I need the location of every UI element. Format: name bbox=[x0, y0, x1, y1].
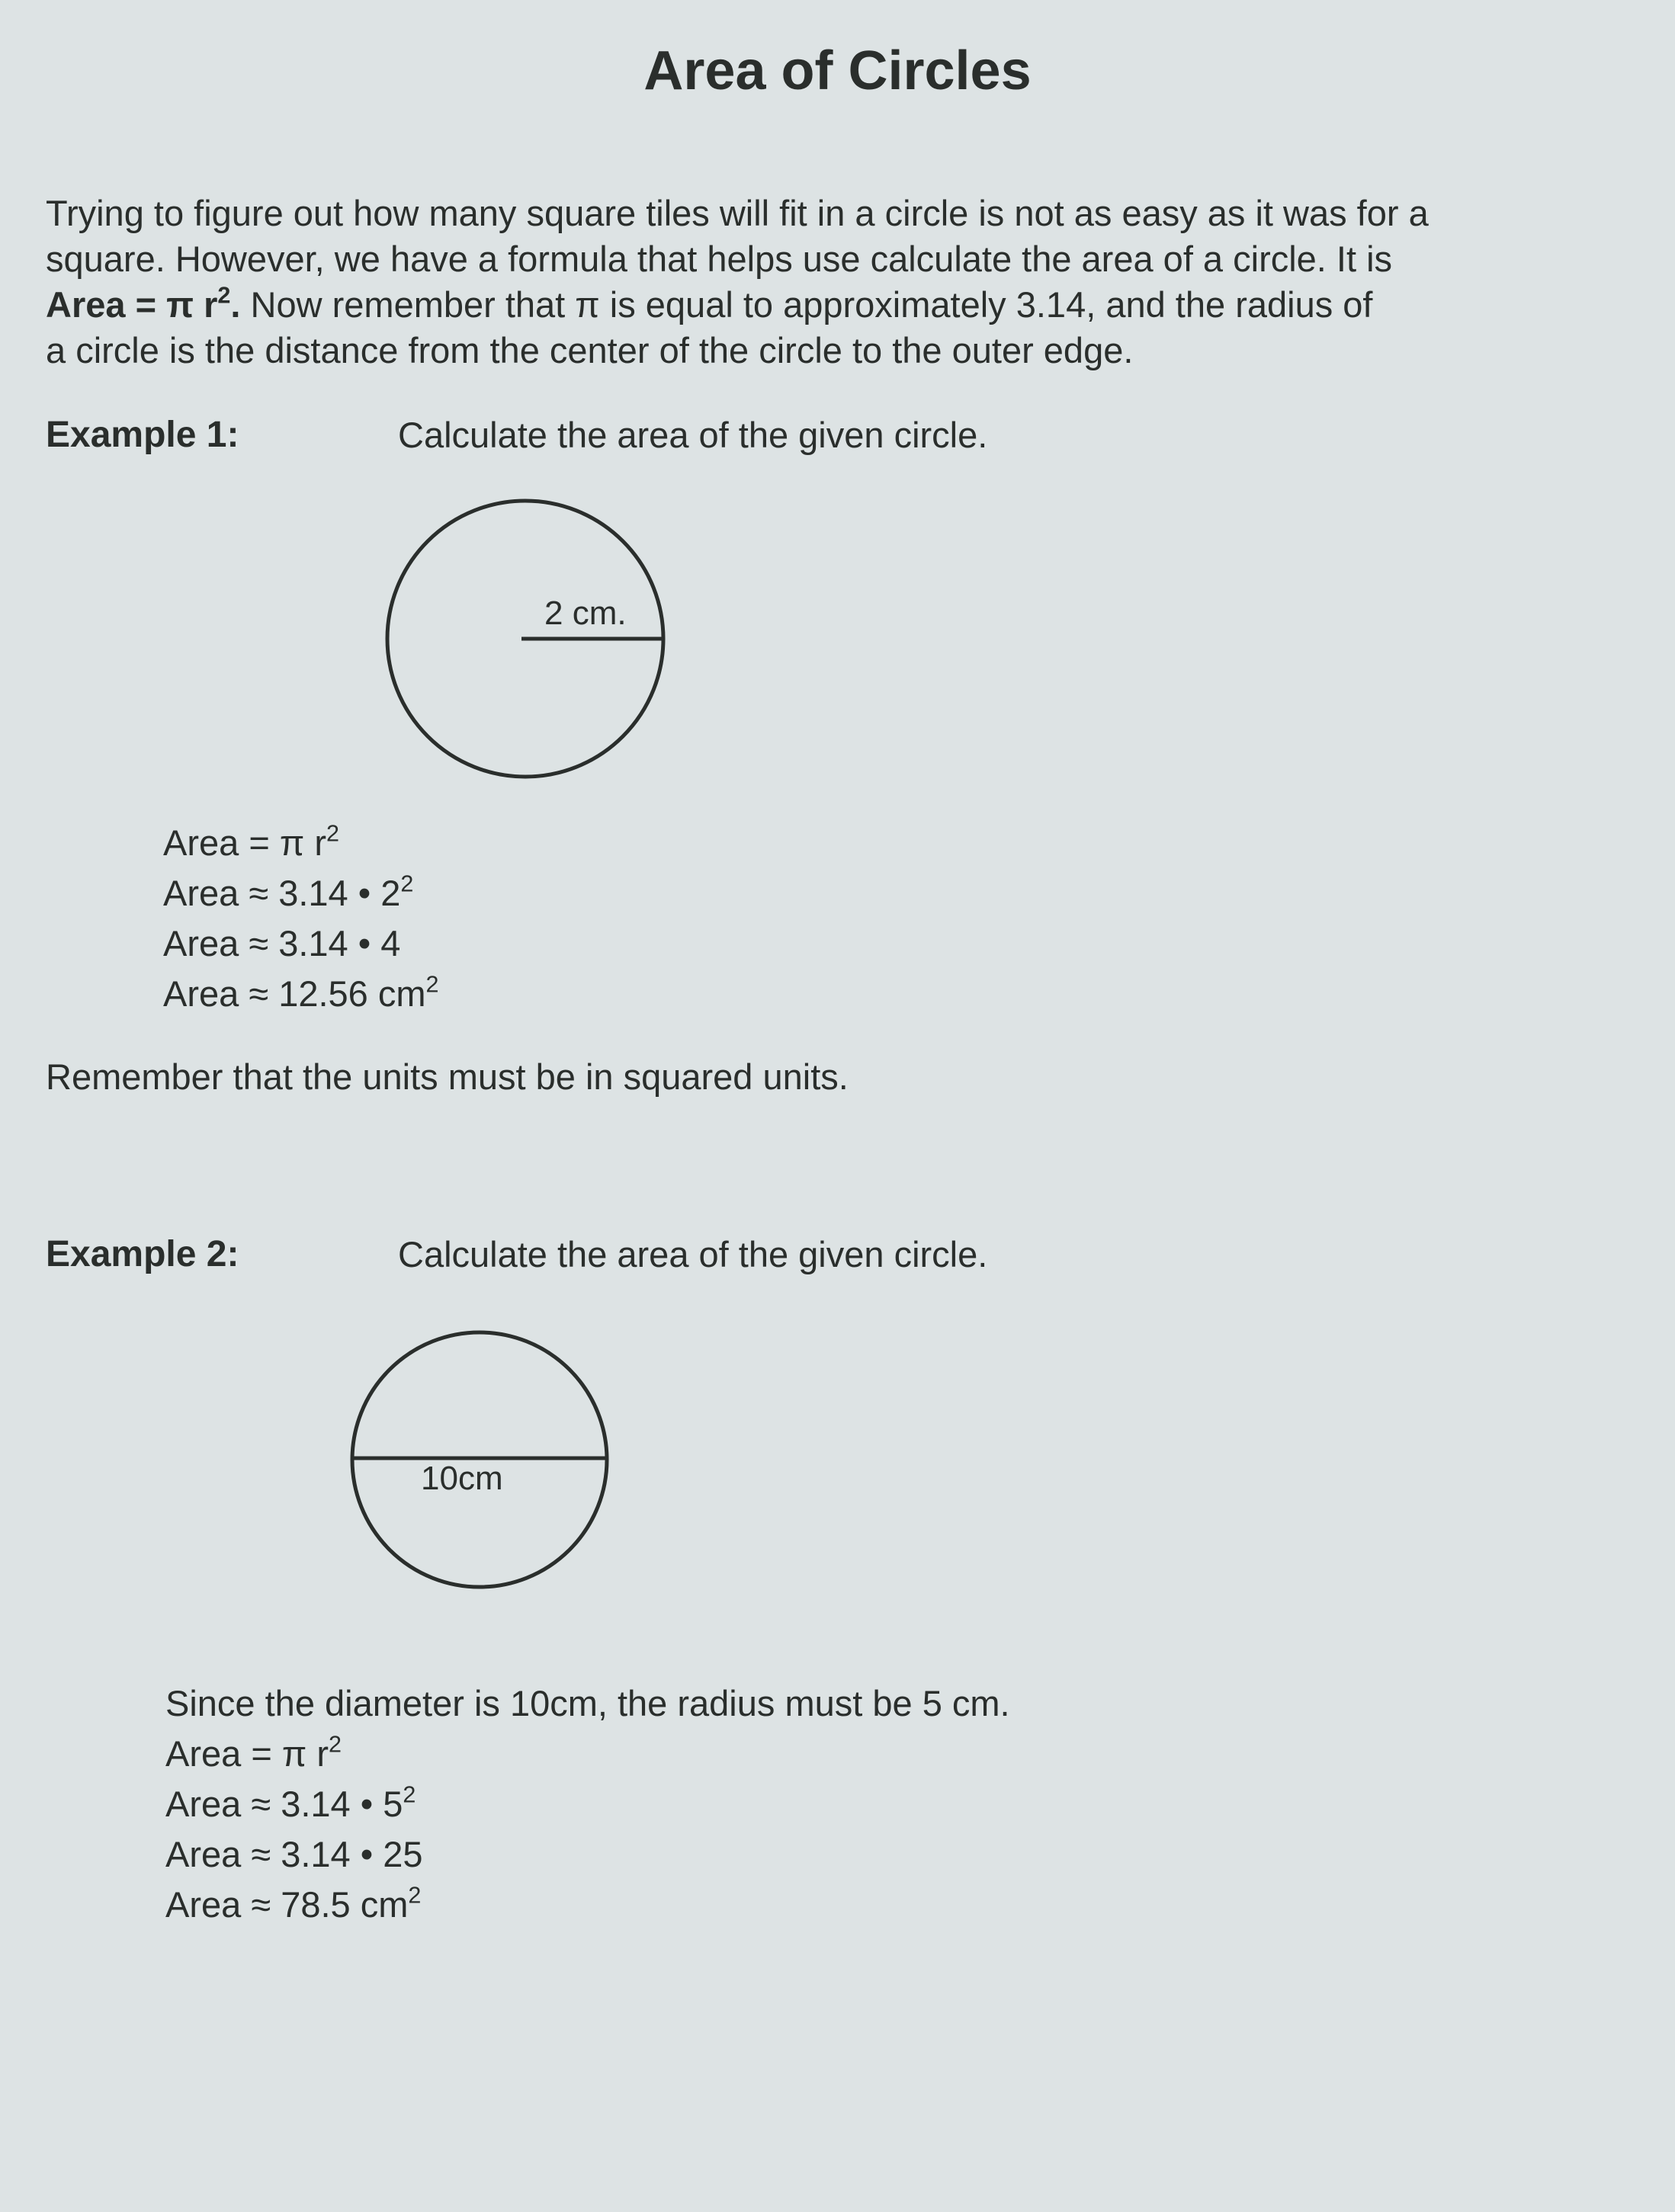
step-exponent: 2 bbox=[400, 870, 414, 897]
step-text: Area ≈ 12.56 cm bbox=[163, 973, 426, 1014]
example-1-label: Example 1: bbox=[46, 415, 239, 455]
step-exponent: 2 bbox=[326, 820, 339, 847]
example-1-prompt: Calculate the area of the given circle. bbox=[398, 415, 988, 455]
page-title: Area of Circles bbox=[643, 40, 1032, 101]
example-1-step-1 bbox=[163, 818, 439, 868]
step-text: Area = π r bbox=[163, 822, 326, 863]
step-text: Area = π r bbox=[165, 1733, 329, 1774]
step-text: Area ≈ 3.14 • 25 bbox=[165, 1834, 423, 1874]
example-1-step-2 bbox=[163, 868, 439, 918]
example-1-radius-label: 2 cm. bbox=[544, 595, 627, 632]
example-2-steps bbox=[165, 1678, 1010, 1930]
step-exponent: 2 bbox=[403, 1781, 416, 1808]
formula-text: Area = π r bbox=[46, 284, 218, 325]
example-2-step-4 bbox=[165, 1880, 1010, 1930]
step-exponent: 2 bbox=[425, 971, 439, 998]
step-text: Area ≈ 78.5 cm bbox=[165, 1884, 409, 1925]
note-text: Since the diameter is 10cm, the radius must be 5 cm. bbox=[165, 1683, 1010, 1723]
step-text: Area ≈ 3.14 • 5 bbox=[165, 1784, 403, 1824]
example-2-step-1 bbox=[165, 1729, 1010, 1779]
example-1-steps bbox=[163, 818, 439, 1019]
intro-line-1: Trying to figure out how many square tiles will fit in a circle is not as easy as it was for a bbox=[46, 193, 1429, 233]
intro-line-2: square. However, we have a formula that helps use calculate the area of a circle. It is bbox=[46, 239, 1393, 279]
intro-line-3-rest: Now remember that π is equal to approximately 3.14, and the radius of bbox=[240, 284, 1373, 325]
formula-exponent: 2 bbox=[217, 282, 231, 309]
intro-line-4: a circle is the distance from the center of the circle to the outer edge. bbox=[46, 330, 1134, 370]
step-text: Area ≈ 3.14 • 4 bbox=[163, 923, 401, 963]
example-2-note bbox=[165, 1678, 1010, 1729]
formula-period: . bbox=[230, 284, 241, 325]
step-exponent: 2 bbox=[328, 1731, 342, 1758]
example-2-step-3 bbox=[165, 1829, 1010, 1880]
example-1-step-3 bbox=[163, 918, 439, 969]
step-text: Area ≈ 3.14 • 2 bbox=[163, 873, 401, 913]
step-exponent: 2 bbox=[408, 1882, 422, 1909]
example-1-step-4 bbox=[163, 969, 439, 1019]
example-2-step-2 bbox=[165, 1779, 1010, 1829]
remember-note: Remember that the units must be in squared units. bbox=[46, 1056, 849, 1097]
example-2-label: Example 2: bbox=[46, 1234, 239, 1274]
example-2-prompt: Calculate the area of the given circle. bbox=[398, 1234, 988, 1274]
example-2-diameter-label: 10cm bbox=[421, 1460, 503, 1497]
